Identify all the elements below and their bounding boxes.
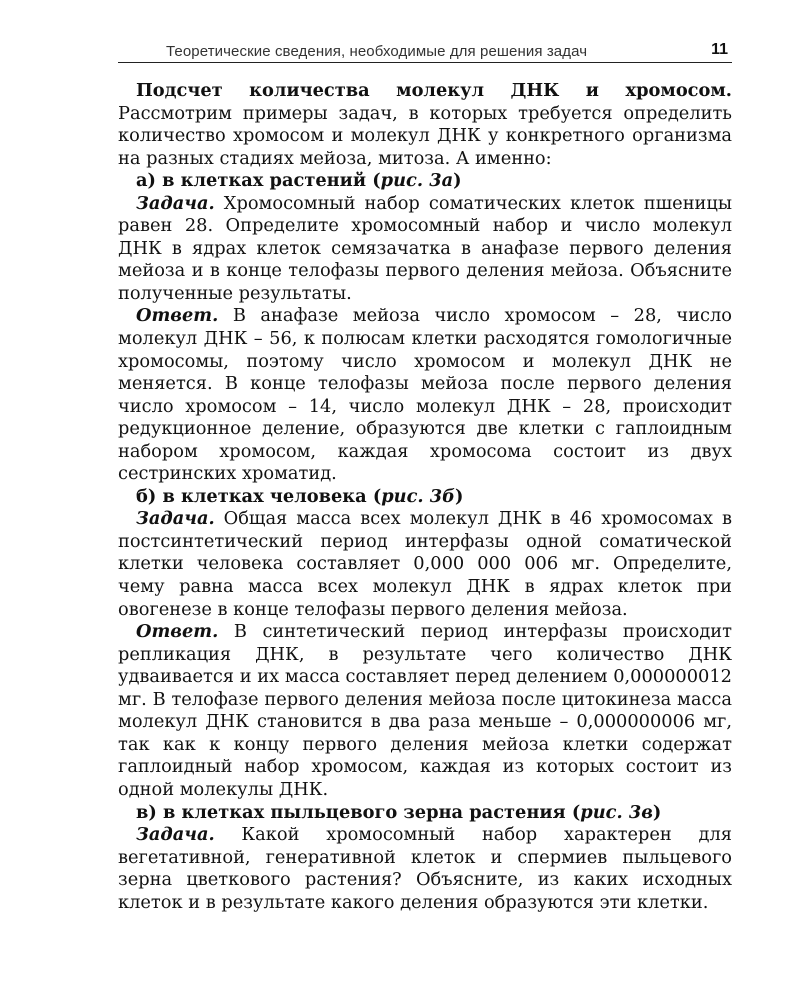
intro-heading: Подсчет количества молекул ДНК и хромосом.	[136, 80, 732, 101]
section-b-task	[118, 508, 732, 621]
page-body	[118, 80, 732, 914]
section-c-task-label: Задача.	[136, 824, 215, 846]
section-a-answer-text: В анафазе мейоза число хромосом – 28, число молекул ДНК – 56, к полюсам клетки расходятся гомологичные хромосомы, поэтому число хромосом и молекул ДНК не меняется. В конце телофазы мейоза после первого деления число хромосом – 14, число молекул ДНК – 28, происходит редукционное деление, образуются две клетки с гаплоидным набором хромосом, каждая хромосома состоит из двух сестринских хроматид.	[118, 305, 732, 485]
section-b-task-label: Задача.	[136, 508, 215, 530]
section-c-title-text: в) в клетках пыльцевого зерна растения (	[136, 801, 581, 823]
intro-text: Рассмотрим примеры задач, в которых требуется определить количество хромосом и молекул ДНК у конкретного организма на разных стадиях мейоза, митоза. А именно:	[118, 102, 732, 169]
section-a-task	[118, 193, 732, 306]
section-b-answer-label: Ответ.	[136, 621, 219, 643]
section-b-title-close: )	[455, 485, 464, 507]
section-a-task-text: Хромосомный набор соматических клеток пшеницы равен 28. Определите хромосомный набор и число молекул ДНК в ядрах клеток семязачатка в анафазе первого деления мейоза и в конце телофазы первого деления мейоза. Объясните полученные результаты.	[118, 192, 732, 304]
book-page	[118, 38, 732, 913]
section-b-fig-ref: рис. 3б	[381, 485, 456, 507]
section-c-task	[118, 824, 732, 914]
section-c-title-close: )	[652, 801, 662, 823]
section-b-title-text: б) в клетках человека (	[136, 485, 382, 507]
intro-paragraph	[118, 80, 732, 170]
section-a-task-label: Задача.	[136, 192, 215, 214]
section-b-title	[118, 486, 732, 509]
section-a-title-close: )	[453, 170, 462, 192]
section-a-title-text: а) в клетках растений (	[136, 170, 381, 192]
section-c-fig-ref: рис. 3в	[580, 801, 653, 823]
page-number: 11	[711, 41, 728, 58]
section-c-task-text: Какой хромосомный набор характерен для вегетативной, генеративной клеток и спермиев пыльцевого зерна цветкового растения? Объясните, из каких исходных клеток и в результате какого деления образуются эти клетки.	[118, 824, 732, 913]
header-title: Теоретические сведения, необходимые для решения задач	[166, 43, 588, 60]
section-c-title	[118, 802, 732, 825]
section-b-answer-text: В синтетический период интерфазы происходит репликация ДНК, в результате чего количество ДНК удваивается и их масса составляет перед делением 0,000000012 мг. В телофазе первого деления мейоза после цитокинеза масса молекул ДНК становится в два раза меньше – 0,000000006 мг, так как к концу первого деления мейоза клетки содержат гаплоидный набор хромосом, каждая из которых состоит из одной молекулы ДНК.	[118, 621, 732, 800]
section-a-answer-label: Ответ.	[136, 305, 219, 327]
section-b-answer	[118, 621, 732, 801]
section-a-answer	[118, 305, 732, 485]
section-b-task-text: Общая масса всех молекул ДНК в 46 хромосомах в постсинтетический период интерфазы одной соматической клетки человека составляет 0,000 000 006 мг. Определите, чему равна масса всех молекул ДНК в ядрах клеток при овогенезе в конце телофазы первого деления мейоза.	[118, 508, 732, 620]
running-header	[118, 38, 732, 63]
section-a-title	[118, 170, 732, 193]
section-a-fig-ref: рис. 3а	[380, 170, 454, 192]
